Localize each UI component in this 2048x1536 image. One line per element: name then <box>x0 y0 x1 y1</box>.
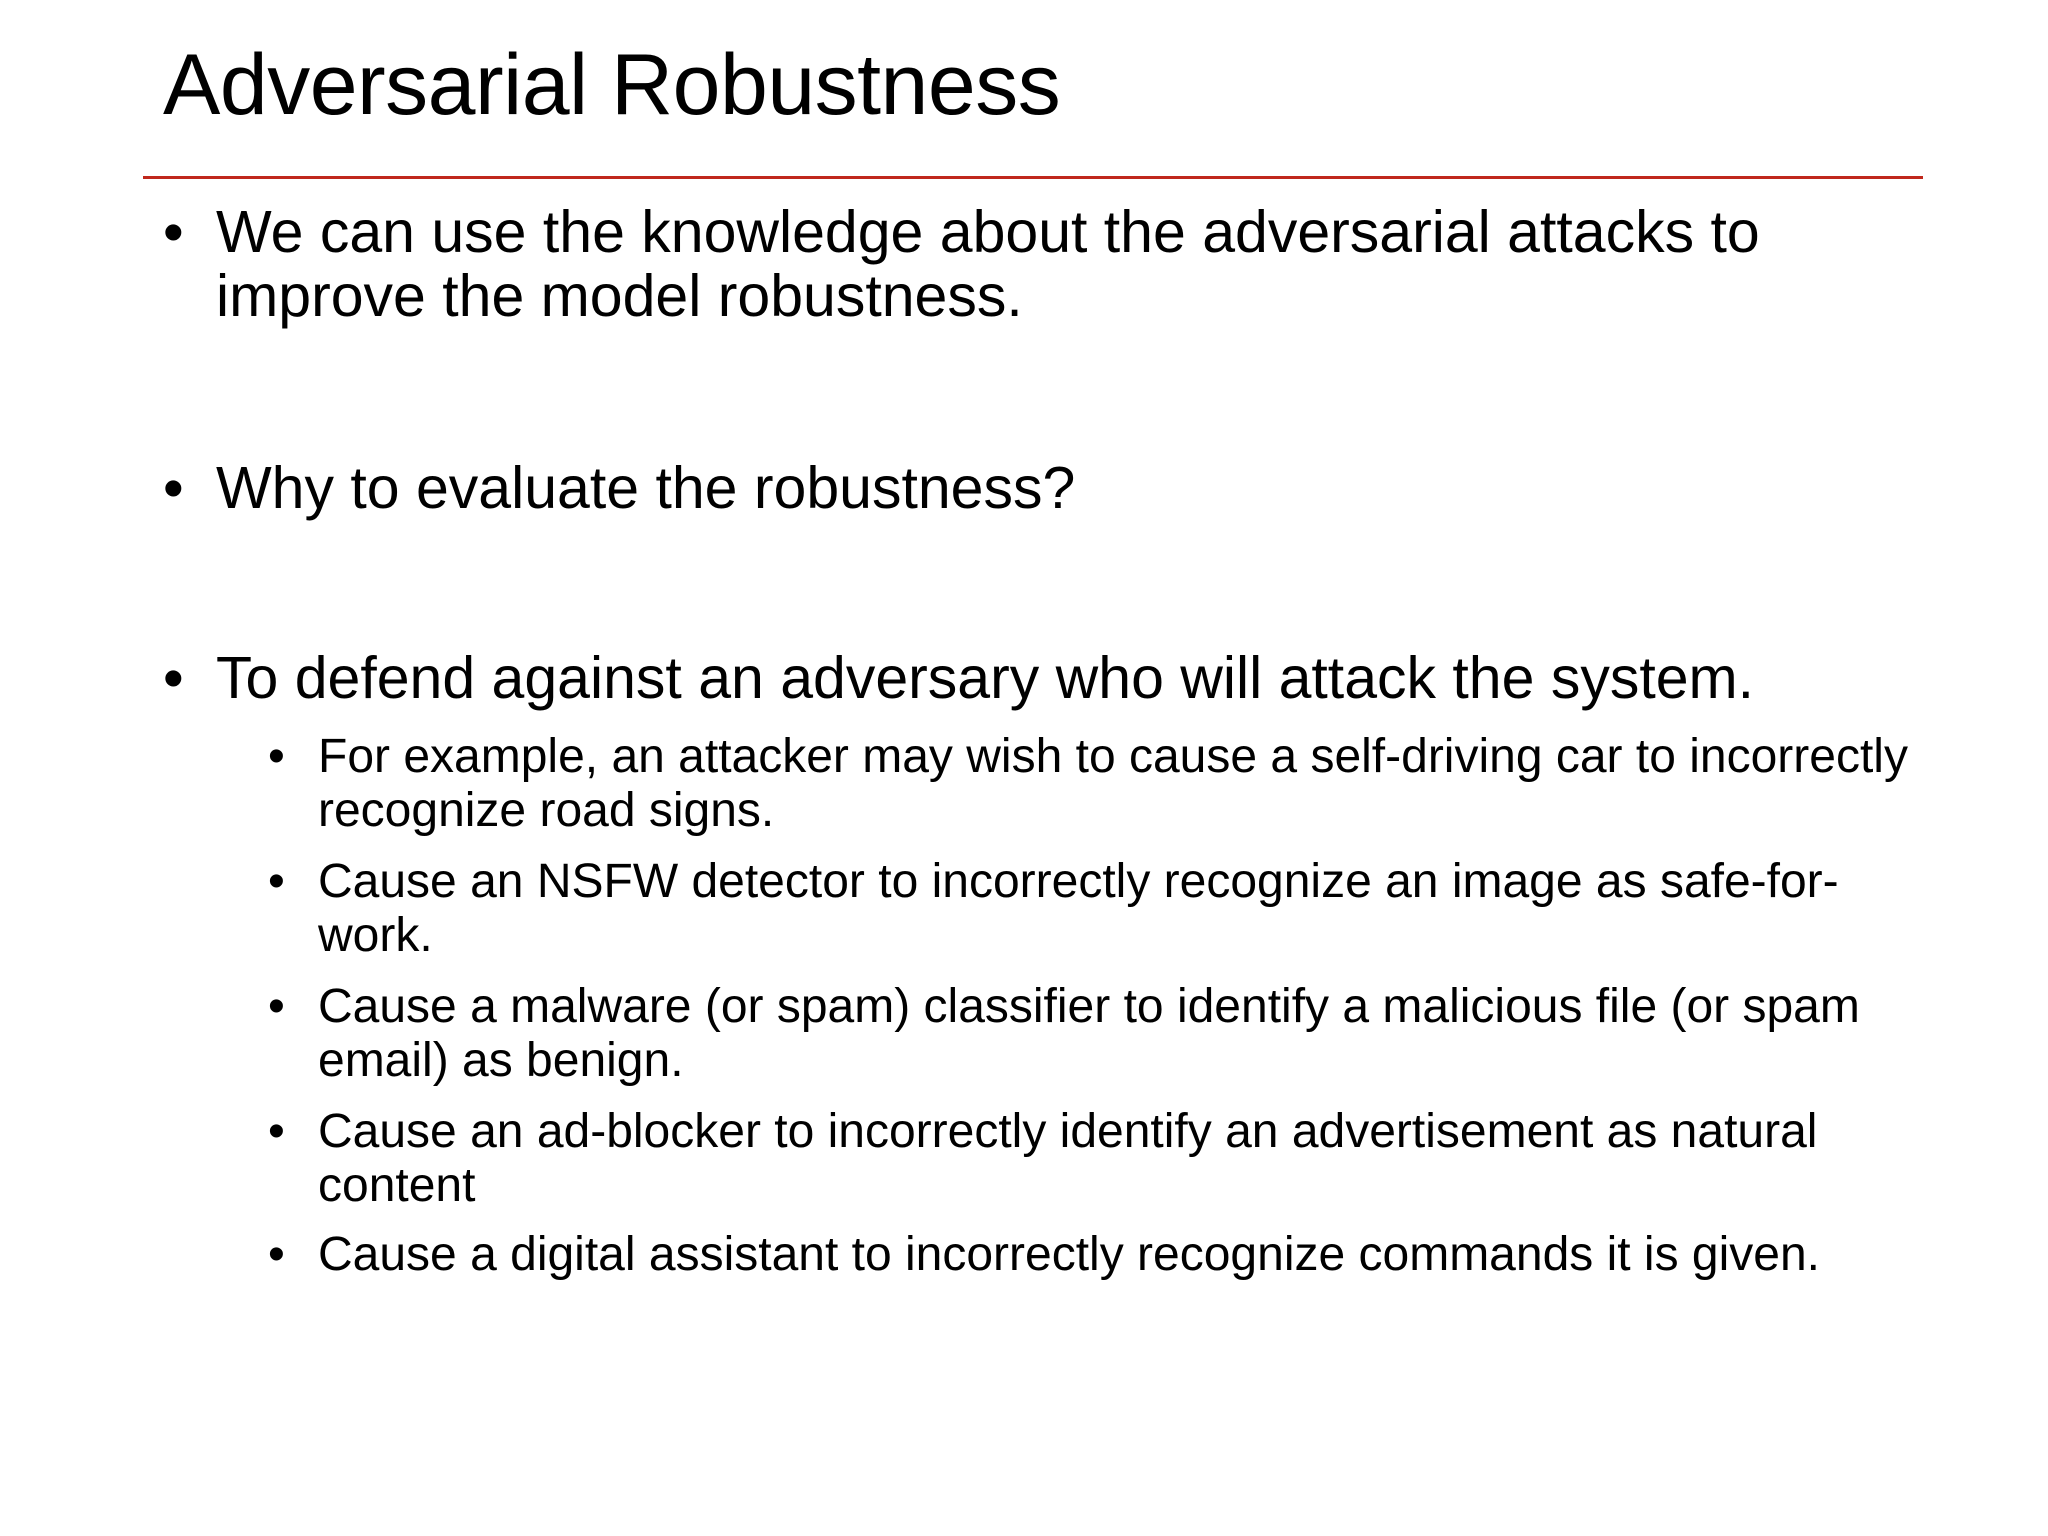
bullet-point <box>163 646 1923 710</box>
bullet-icon: • <box>163 645 184 711</box>
bullet-point <box>163 200 1923 329</box>
bullet-icon: • <box>163 199 184 265</box>
sub-bullet-point <box>268 1228 1923 1282</box>
bullet-text: Why to evaluate the robustness? <box>216 455 1076 521</box>
bullet-icon: • <box>268 1105 285 1158</box>
sub-bullet-point <box>268 855 1923 963</box>
bullet-text: To defend against an adversary who will attack the system. <box>216 645 1755 711</box>
slide-title: Adversarial Robustness <box>163 37 1061 133</box>
sub-bullet-text: Cause a digital assistant to incorrectly recognize commands it is given. <box>318 1228 1821 1281</box>
sub-bullet-text: Cause a malware (or spam) classifier to identify a malicious file (or spam email) as benign. <box>318 980 1860 1088</box>
bullet-icon: • <box>268 1228 285 1281</box>
sub-bullet-point <box>268 730 1923 838</box>
bullet-icon: • <box>163 455 184 521</box>
sub-bullet-text: Cause an ad-blocker to incorrectly identify an advertisement as natural content <box>318 1105 1818 1213</box>
bullet-icon: • <box>268 855 285 908</box>
bullet-icon: • <box>268 730 285 783</box>
bullet-icon: • <box>268 980 285 1033</box>
sub-bullet-point <box>268 1105 1923 1213</box>
bullet-text: We can use the knowledge about the adversarial attacks to improve the model robustness. <box>216 199 1760 330</box>
bullet-point <box>163 456 1923 520</box>
sub-bullet-text: For example, an attacker may wish to cause a self-driving car to incorrectly recognize road signs. <box>318 730 1908 838</box>
sub-bullet-text: Cause an NSFW detector to incorrectly recognize an image as safe-for-work. <box>318 855 1839 963</box>
title-divider <box>143 176 1923 179</box>
sub-bullet-point <box>268 980 1923 1088</box>
